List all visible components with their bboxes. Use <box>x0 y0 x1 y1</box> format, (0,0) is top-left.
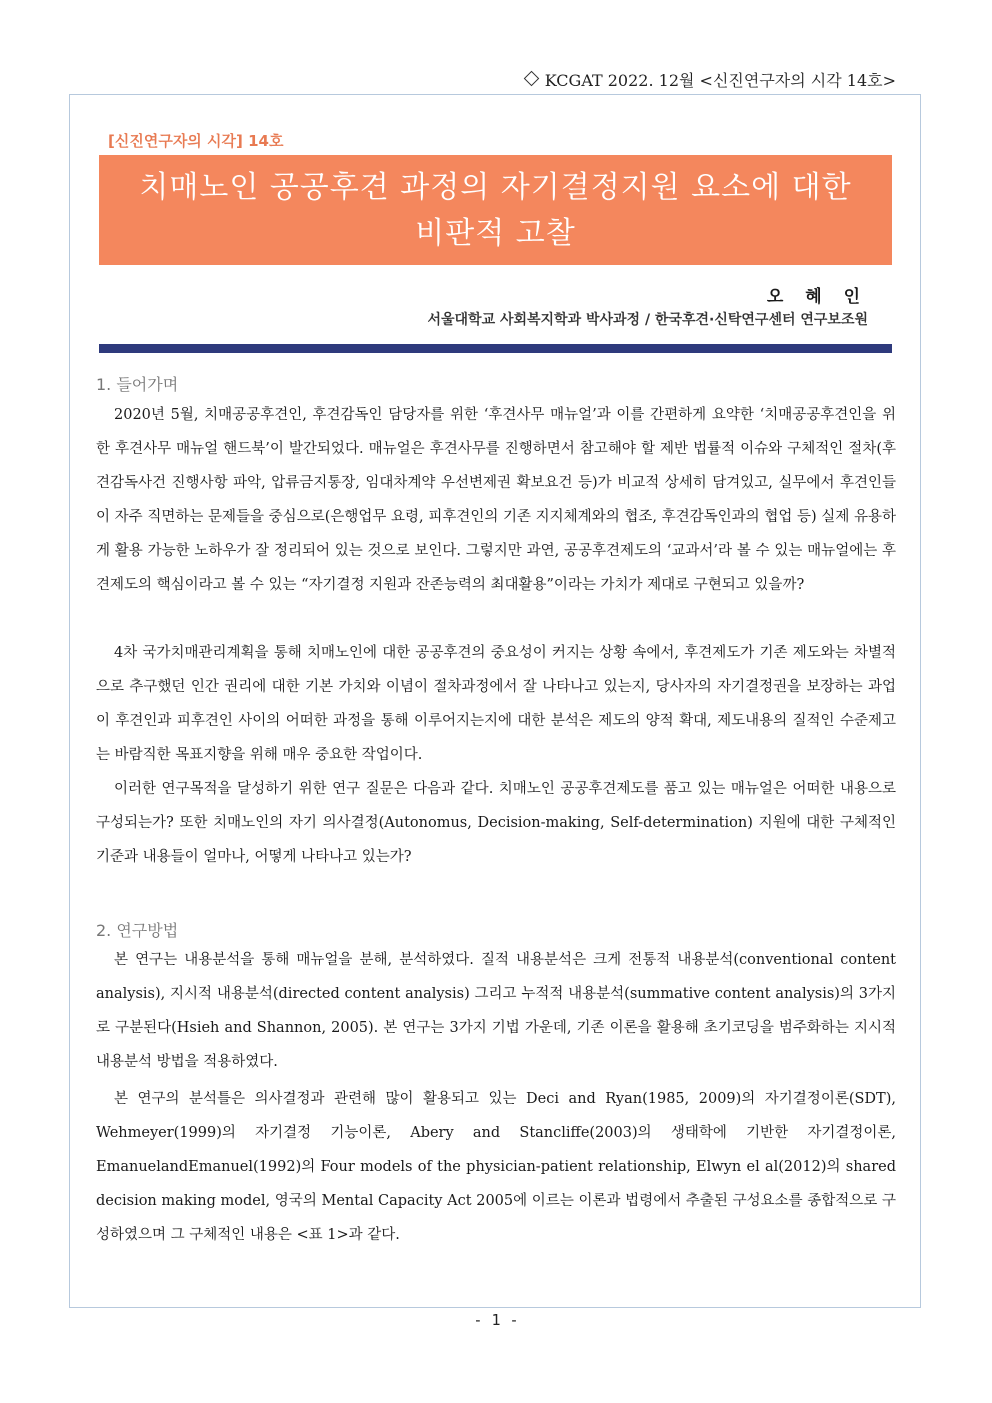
author-affiliation: 서울대학교 사회복지학과 박사과정 / 한국후견·신탁연구센터 연구보조원 <box>427 312 868 328</box>
title-line-2: 비판적 고찰 <box>415 216 576 251</box>
diamond-bullet-icon <box>523 71 539 87</box>
title-divider-bar <box>99 344 892 353</box>
paragraph: 4차 국가치매관리계획을 통해 치매노인에 대한 공공후견의 중요성이 커지는 상황 속에서, 후견제도가 기존 제도와는 차별적으로 추구했던 인간 권리에 대한 기본 가치와 이념이 절차과정에서 잘 나타나고 있는지, 당사자의 자기결정권을 보장하는 과업이 후견인과 피후견인 사이의 어떠한 과정을 통해 이루어지는지에 대한 분석은 제도의 양적 확대, 제도내용의 질적인 수준제고는 바람직한 목표지향을 위해 매우 중요한 작업이다. <box>96 645 896 763</box>
paragraph: 2020년 5월, 치매공공후견인, 후견감독인 담당자를 위한 ‘후견사무 매뉴얼’과 이를 간편하게 요약한 ‘치매공공후견인을 위한 후견사무 매뉴얼 핸드북’이 발간되었다. 매뉴얼은 후견사무를 진행하면서 참고해야 할 제반 법률적 이슈와 구체적인 절차(후견감독사건 진행사항 파악, 압류금지통장, 임대차계약 우선변제권 확보요건 등)가 비교적 상세히 담겨있고, 실무에서 후견인들이 자주 직면하는 문제들을 중심으로(은행업무 요령, 피후견인의 기존 지지체계와의 협조, 후견감독인과의 협업 등) 실제 유용하게 활용 가능한 노하우가 잘 정리되어 있는 것으로 보인다. 그렇지만 과연, 공공후견제도의 ‘교과서’라 볼 수 있는 매뉴얼에는 후견제도의 핵심이라고 볼 수 있는 “자기결정 지원과 잔존능력의 최대활용”이라는 가치가 제대로 구현되고 있을까? <box>96 407 896 593</box>
title-banner <box>99 155 892 265</box>
page-number: - 1 - <box>473 1311 519 1329</box>
title-line-1: 치매노인 공공후견 과정의 자기결정지원 요소에 대한 <box>139 170 852 205</box>
section-heading-introduction: 1. 들어가며 <box>96 375 179 394</box>
paragraph: 본 연구의 분석틀은 의사결정과 관련해 많이 활용되고 있는 Deci and Ryan(1985, 2009)의 자기결정이론(SDT), Wehmeyer(1999)의 자기결정 기능이론, Abery and Stancliffe(2003)의 생태학에 기반한 자기결정이론, EmanuelandEmanuel(1992)의 Four models of the physician-patient relationship, Elwyn el al(2012)의 shared decision making model, 영국의 Mental Capacity Act 2005에 이르는 이론과 법령에서 추출된 구성요소를 종합적으로 구성하였으며 그 구체적인 내용은 <표 1>과 같다. <box>96 1091 896 1243</box>
paragraph: 본 연구는 내용분석을 통해 매뉴얼을 분해, 분석하였다. 질적 내용분석은 크게 전통적 내용분석(conventional content analysis), 지시적 내용분석(directed content analysis) 그리고 누적적 내용분석(summative content analysis)의 3가지로 구분된다(Hsieh and Shannon, 2005). 본 연구는 3가지 기법 가운데, 기존 이론을 활용해 초기코딩을 범주화하는 지시적 내용분석 방법을 적용하였다. <box>96 952 896 1070</box>
series-label: [신진연구자의 시각] 14호 <box>108 132 284 150</box>
document-header <box>526 68 896 91</box>
author-name: 오 혜 인 <box>766 287 868 307</box>
section-heading-methods: 2. 연구방법 <box>96 921 179 940</box>
header-text: KCGAT 2022. 12월 <신진연구자의 시각 14호> <box>544 71 896 90</box>
paragraph: 이러한 연구목적을 달성하기 위한 연구 질문은 다음과 같다. 치매노인 공공후견제도를 품고 있는 매뉴얼은 어떠한 내용으로 구성되는가? 또한 치매노인의 자기 의사결정(Autonomus, Decision-making, Self-determination) 지원에 대한 구체적인 기준과 내용들이 얼마나, 어떻게 나타나고 있는가? <box>96 781 896 865</box>
